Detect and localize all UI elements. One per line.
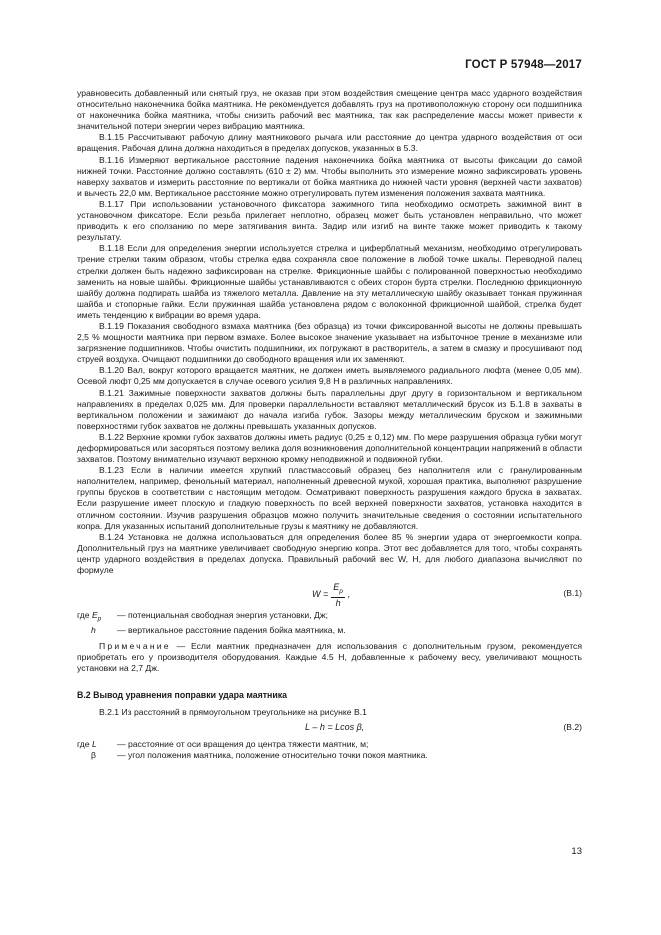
formula-b1-expression <box>312 582 350 608</box>
where-item <box>77 610 582 625</box>
page-number: 13 <box>571 846 582 857</box>
formula-b1-numerator: $E_p$ <box>331 582 345 598</box>
where-definition: — угол положения маятника, положение относительно точки покоя маятника. <box>117 749 428 760</box>
formula-b1 <box>77 580 582 606</box>
paragraph-b-2-1: В.2.1 Из расстояний в прямоугольном треугольнике на рисунке В.1 <box>99 707 367 718</box>
note <box>77 641 582 674</box>
where-definition: — расстояние от оси вращения до центра тяжести маятник, м; <box>117 738 369 749</box>
formula-b2-expression: L – h = Lcos β, <box>305 721 365 732</box>
where-item <box>77 739 582 750</box>
formula-b1-lhs: W = <box>312 589 329 600</box>
note-label: Примечание <box>99 641 171 652</box>
where-symbol: где $E_p$ <box>77 610 102 623</box>
where-definition: — потенциальная свободная энергия установки, Дж; <box>117 610 328 621</box>
paragraph-b-1-22: В.1.22 Верхние кромки губок захватов должны иметь радиус (0,25 ± 0,12) мм. По мере разрушения образца губки могут деформироваться или засоряться поэтому велика доля возникновения дополнительной концентрации напряжений в области захватов. Поэтому внимательно изучают верхнюю кромку неподвижной и подвижной губки. <box>77 431 582 465</box>
document-header: ГОСТ Р 57948—2017 <box>465 59 582 71</box>
where-symbol: β <box>91 749 96 760</box>
where-item <box>77 750 582 761</box>
paragraph-b-1-21: В.1.21 Зажимные поверхности захватов должны быть параллельны друг другу в горизонтальном и вертикальном направлениях в пределах 0,025 мм. Для проверки параллельности вставляют металлический брусок из Б.1.8 в захваты в вертикальном положении и зажимают до начала изгиба губок. Зазоры между металлическим бруском и зажимными поверхностями губок захватов не должны превышать указанных допусков. <box>77 387 582 431</box>
formula-b1-tail: , <box>347 589 351 600</box>
note-text: — Если маятник предназначен для использования с дополнительным грузом, рекомендуется приобретать его у производителя оборудования. Каждые 4.5 Н, добавленные к рабочему весу, увеличивают мощность установки на 2,7 Дж. <box>77 641 582 674</box>
paragraph-b-1-15: В.1.15 Рассчитывают рабочую длину маятникового рычага или расстояние до центра ударного воздействия от оси вращения. Рабочая длина должна находиться в пределах допусков, указанных в 5.3. <box>77 132 582 154</box>
formula-b1-denominator: h <box>335 597 341 608</box>
paragraph-b-1-18: В.1.18 Если для определения энергии используется стрелка и циферблатный механизм, необходимо отрегулировать трение стрелки таким образом, чтобы стрелка едва сохраняла свое положение в любой точке шкалы. Переводной палец стрелки должен быть надежно зафиксирован на стрелке. Фрикционные шайбы с полированной поверхностью необходимо заменить на новые шайбы. Фрикционные шайбы устанавливаются с обеих сторон бурта стрелки. Последнюю фрикционную шайбу должна подпирать шайба из тяжелого металла. Давление на эту металлическую шайбу оказывает тонкая пружинная шайба и стопорные гайки. Если пружинная шайба установлена рядом с волоконной фрикционной шайбой, стрелка будет иметь тенденцию к вибрации во время удара. <box>77 243 582 320</box>
formula-b2 <box>77 722 582 736</box>
where-symbol: где L <box>77 738 97 749</box>
paragraph-b-1-20: В.1.20 Вал, вокруг которого вращается маятник, не должен иметь выявляемого радиального люфта (менее 0,05 мм). Осевой люфт 0,25 мм допускается в случае осевого усилия 9,8 Н в различных направлениях. <box>77 365 582 387</box>
formula-b2-number: (В.2) <box>563 721 582 732</box>
formula-b1-number: (В.1) <box>563 588 582 599</box>
where-definition: — вертикальное расстояние падения бойка маятника, м. <box>117 624 346 635</box>
where-symbol: h <box>91 624 96 635</box>
paragraph-b-1-24: В.1.24 Установка не должна использоваться для определения более 85 % энергии удара от энергоемкости копра. Дополнительный груз на маятнике увеличивает свободную энергию копра. Этот вес добавляется для того, чтобы сохранять центр ударного воздействия в пределах допуска. Правильный рабочий вес W, Н, для любого диапазона вычисляют по формуле <box>77 531 582 576</box>
where-item <box>77 625 582 636</box>
formula-b1-fraction <box>331 582 345 608</box>
paragraph-b-1-16: В.1.16 Измеряют вертикальное расстояние падения наконечника бойка маятника от высоты фиксации до самой нижней точки. Расстояние должно составлять (610 ± 2) мм. Чтобы выполнить это измерение можно зафиксировать уровень наверху захватов и измерить расстояние по вертикали от бойка маятника до нижней части уровня (верхней части захватов) и вычесть 22,0 мм. Вертикальное расстояние можно отрегулировать путем изменения положения захвата маятника. <box>77 154 582 198</box>
paragraph-b-1-23: В.1.23 Если в наличии имеется хрупкий пластмассовый образец без наполнителя или с гранулированным наполнителем, например, фенольный материал, наполненный древесной мукой, хорошая практика, выполняют разрушение группы брусков в соответствии с настоящим методом. Осматривают поверхность разрушения каждого бруска в захватах. Если разрушение имеет плоскую и гладкую поверхность по всей верхней поверхности захватов, установка находится в отличном состоянии. Изучив разрушения образцов можно получить значительные сведения о состоянии испытательного копра. Для указанных испытаний дополнительные грузы к маятнику не добавляются. <box>77 465 582 531</box>
paragraph-b-1-17: В.1.17 При использовании установочного фиксатора зажимного типа необходимо осмотреть зажимной винт в установочном фиксаторе. Если резьба прилегает неплотно, образец может быть установлен неправильно, что может приводить к его сползанию по мере затягивания винта. Задир или изгиб на винте также может приводить к такому результату. <box>77 198 582 243</box>
section-title: В.2 Вывод уравнения поправки удара маятника <box>77 690 288 701</box>
paragraph-continuation: уравновесить добавленный или снятый груз, не оказав при этом воздействия смещение центра масс ударного воздействия относительно наконечника бойка маятника. Не рекомендуется добавлять груз на противоположную сторону оси подшипника от наконечника бойка маятника, чтобы снизить рабочий вес маятника, так как распределение массы может привести к значительной потери энергии через вибрацию маятника. <box>77 88 582 132</box>
paragraph-b-1-19: В.1.19 Показания свободного взмаха маятника (без образца) из точки фиксированной высоты не должны превышать 2,5 % мощности маятника при первом взмахе. Более высокое значение указывает на избыточное трение в механизме или загрязнение подшипников. Чтобы очистить подшипники, их погружают в растворитель, а затем в смазку и просушивают под струей воздуха. Очищают подшипники до свободного вращения или их заменяют. <box>77 320 582 365</box>
document-body <box>77 88 582 761</box>
